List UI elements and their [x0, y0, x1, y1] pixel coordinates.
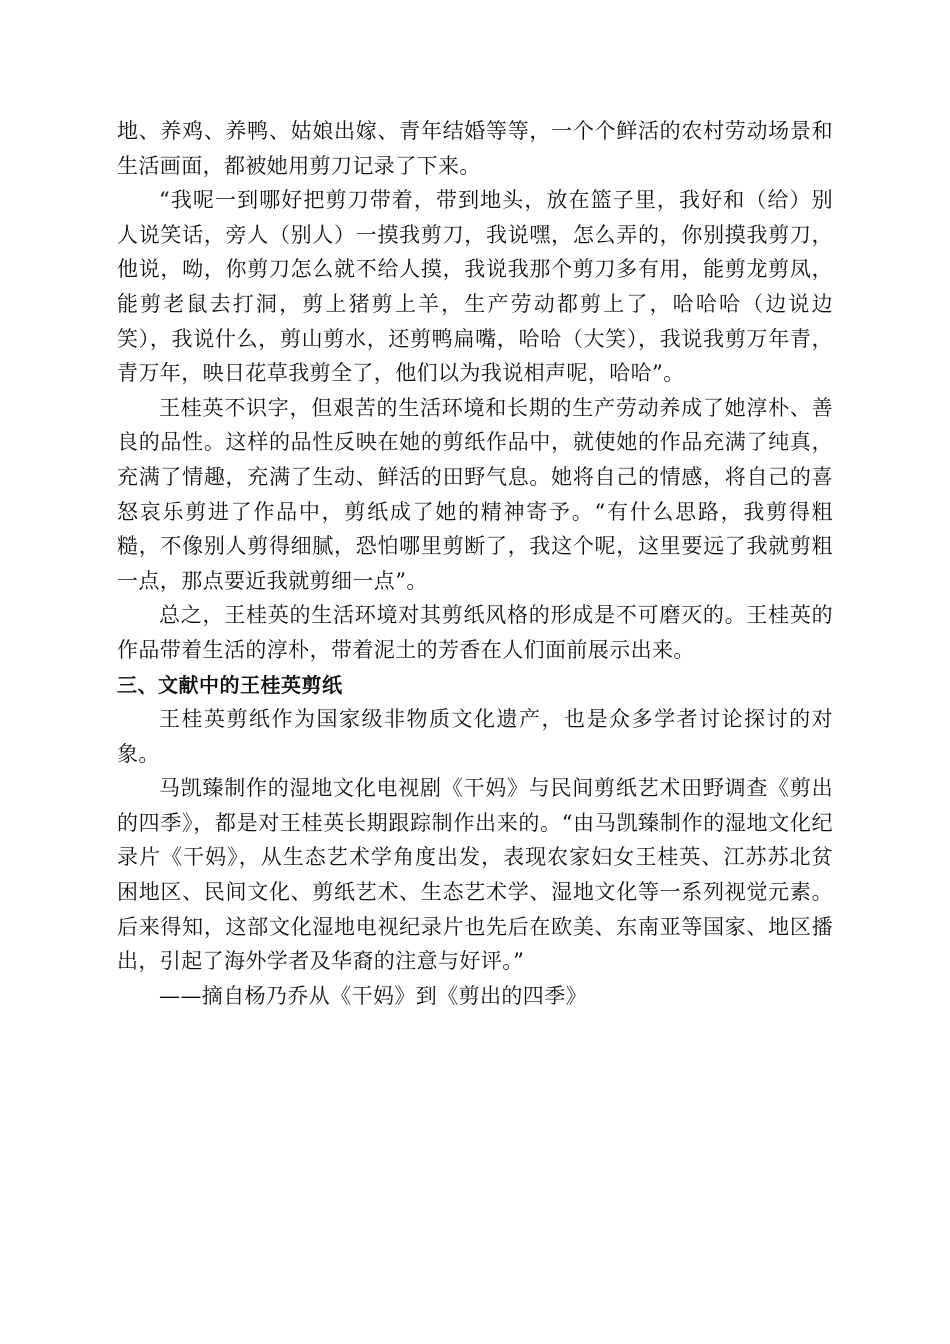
citation: ——摘自杨乃乔从《干妈》到《剪出的四季》 [159, 983, 587, 1008]
paragraph-character: 王桂英不识字，但艰苦的生活环境和长期的生产劳动养成了她淳朴、善良的品性。这样的品性反映在她的剪纸作品中，就使她的作品充满了纯真，充满了情趣，充满了生动、鲜活的田野气息。她将自己的情感，将自己的喜怒哀乐剪进了作品中，剪纸成了她的精神寄予。“有什么思路，我剪得粗糙，不像别人剪得细腻，恐怕哪里剪断了，我这个呢，这里要远了我就剪粗一点，那点要近我就剪细一点”。 [117, 395, 833, 593]
paragraph-literature-intro: 王桂英剪纸作为国家级非物质文化遗产，也是众多学者讨论探讨的对象。 [117, 707, 833, 766]
paragraph-documentary: 马凯臻制作的湿地文化电视剧《干妈》与民间剪纸艺术田野调查《剪出的四季》，都是对王桂英长期跟踪制作出来的。“由马凯臻制作的湿地文化纪录片《干妈》，从生态艺术学角度出发，表现农家妇女王桂英、江苏苏北贫困地区、民间文化、剪纸艺术、生态艺术学、湿地文化等一系列视觉元素。后来得知，这部文化湿地电视纪录片也先后在欧美、东南亚等国家、地区播出，引起了海外学者及华裔的注意与好评。” [117, 776, 833, 974]
document-body [117, 114, 833, 1013]
section-heading: 三、文献中的王桂英剪纸 [117, 672, 343, 697]
paragraph-summary: 总之，王桂英的生活环境对其剪纸风格的形成是不可磨灭的。王桂英的作品带着生活的淳朴，带着泥土的芳香在人们面前展示出来。 [117, 603, 833, 662]
paragraph-quote-scissors: “我呢一到哪好把剪刀带着，带到地头，放在篮子里，我好和（给）别人说笑话，旁人（别人）一摸我剪刀，我说嘿，怎么弄的，你别摸我剪刀，他说，呦，你剪刀怎么就不给人摸，我说我那个剪刀多有用，能剪龙剪凤，能剪老鼠去打洞，剪上猪剪上羊，生产劳动都剪上了，哈哈哈（边说边笑），我说什么，剪山剪水，还剪鸭扁嘴，哈哈（大笑），我说我剪万年青，青万年，映日花草我剪全了，他们以为我说相声呢，哈哈”。 [117, 188, 833, 386]
paragraph-continued: 地、养鸡、养鸭、姑娘出嫁、青年结婚等等，一个个鲜活的农村劳动场景和生活画面，都被她用剪刀记录了下来。 [117, 119, 833, 178]
